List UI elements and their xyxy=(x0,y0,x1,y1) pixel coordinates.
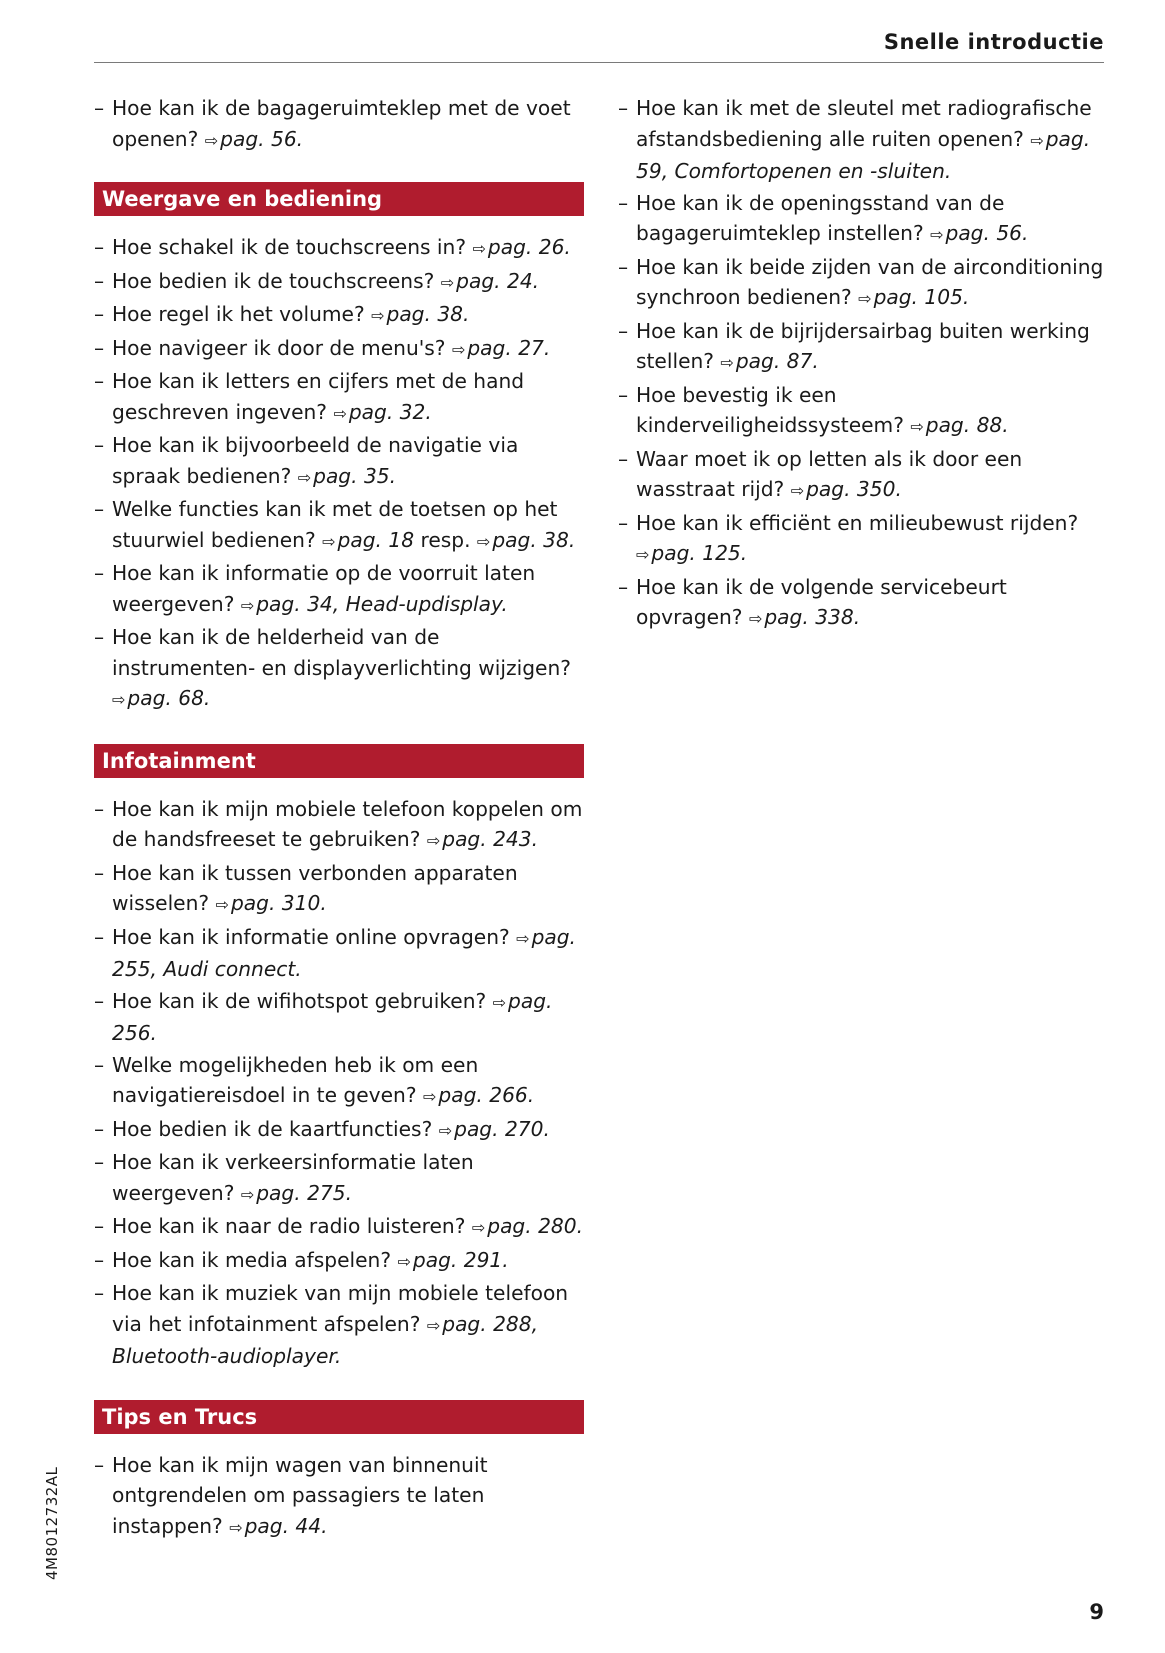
header-title: Snelle introductie xyxy=(883,30,1104,54)
list-item xyxy=(618,380,1104,443)
page-reference-link[interactable]: pag. 270. xyxy=(454,1116,550,1141)
question-text: Hoe navigeer ik door de menu's? xyxy=(112,335,446,360)
question-text: Hoe kan ik met de sleutel met radiografische afstandsbediening alle ruiten openen? xyxy=(636,96,1092,151)
page-reference-link[interactable]: pag. 35. xyxy=(313,463,397,488)
reference-arrow-icon: ⇨ xyxy=(858,289,872,308)
list-item xyxy=(94,922,584,985)
list-item xyxy=(618,316,1104,379)
list-item xyxy=(618,508,1104,571)
question-text: Hoe kan ik efficiënt en milieubewust rijden? xyxy=(636,510,1079,535)
section-block xyxy=(94,1400,584,1544)
reference-arrow-icon: ⇨ xyxy=(476,531,491,551)
question-text: Hoe regel ik het volume? xyxy=(112,302,365,326)
page-reference-link[interactable]: pag. 256. xyxy=(112,988,553,1045)
dash-bullet: – xyxy=(94,1247,105,1272)
list-item xyxy=(618,252,1104,315)
list-item xyxy=(94,430,584,493)
question-text: Hoe kan ik beide zijden van de airconditioning synchroon bedienen? xyxy=(636,254,1104,309)
list-item xyxy=(94,333,584,366)
reference-arrow-icon: ⇨ xyxy=(440,272,455,292)
section-heading: Weergave en bediening xyxy=(94,182,584,216)
reference-arrow-icon: ⇨ xyxy=(322,531,336,551)
page-reference-link[interactable]: pag. 27. xyxy=(467,335,551,360)
question-text: Hoe schakel ik de touchscreens in? xyxy=(112,235,467,259)
page-reference-link[interactable]: pag. 275. xyxy=(256,1180,353,1205)
list-item xyxy=(94,266,584,299)
page-reference-link[interactable]: pag. 105. xyxy=(873,285,970,309)
question-text: Hoe bevestig ik een kinderveiligheidssysteem? xyxy=(636,382,904,437)
dash-bullet: – xyxy=(618,446,629,471)
section-block xyxy=(94,182,584,716)
section-block xyxy=(94,744,584,1372)
dash-bullet: – xyxy=(618,96,629,120)
document-code: 4M8012732AL xyxy=(43,1466,61,1580)
reference-arrow-icon: ⇨ xyxy=(240,1184,255,1204)
question-text: Hoe kan ik bijvoorbeeld de navigatie via spraak bedienen? xyxy=(112,433,519,488)
page-reference-link[interactable]: pag. 338. xyxy=(764,605,861,629)
dash-bullet: – xyxy=(94,369,105,393)
list-item xyxy=(94,558,584,621)
reference-arrow-icon: ⇨ xyxy=(471,1218,486,1237)
intro-list xyxy=(94,93,584,156)
list-item xyxy=(618,572,1104,635)
page-number: 9 xyxy=(1089,1600,1104,1624)
question-text: Hoe kan ik mijn wagen van binnenuit ontgrendelen om passagiers te laten instappen? xyxy=(112,1452,488,1538)
section-heading: Tips en Trucs xyxy=(94,1400,584,1434)
dash-bullet: – xyxy=(94,335,105,360)
ref-joiner: resp. xyxy=(414,527,477,552)
page-reference-link[interactable]: pag. 350. xyxy=(806,477,902,501)
dash-bullet: – xyxy=(618,190,629,215)
page-reference-link[interactable]: pag. 18 xyxy=(337,527,415,552)
page-reference-link[interactable]: pag. 59, Comfortopenen en -sluiten. xyxy=(636,126,1091,183)
list-item xyxy=(94,299,584,332)
reference-arrow-icon: ⇨ xyxy=(297,467,312,487)
list-item xyxy=(94,1050,584,1113)
question-text: Hoe kan ik de bijrijdersairbag buiten werking stellen? xyxy=(636,318,1090,373)
page-reference-link[interactable]: pag. 280. xyxy=(487,1214,584,1238)
page-reference-link[interactable]: pag. 288, Bluetooth-audioplayer. xyxy=(112,1311,539,1368)
section-question-list xyxy=(94,794,584,1372)
page-reference-link[interactable]: pag. 56. xyxy=(945,221,1029,245)
list-item xyxy=(94,1450,584,1544)
list-item xyxy=(618,188,1104,251)
reference-arrow-icon: ⇨ xyxy=(333,403,347,423)
dash-bullet: – xyxy=(618,574,629,599)
reference-arrow-icon: ⇨ xyxy=(1030,130,1044,150)
right-column xyxy=(618,93,1104,636)
list-item xyxy=(94,1114,584,1147)
page-reference-link[interactable]: pag. 24. xyxy=(456,268,540,293)
dash-bullet: – xyxy=(94,1116,105,1141)
list-item xyxy=(618,93,1104,187)
intro-block xyxy=(94,93,584,156)
question-text: Hoe kan ik de bagageruimteklep met de voet openen? xyxy=(112,96,571,151)
dash-bullet: – xyxy=(94,1452,105,1477)
page-header xyxy=(94,30,1104,63)
page-reference-link[interactable]: pag. 38. xyxy=(386,302,470,326)
question-text: Welke functies kan ik met de toetsen op het stuurwiel bedienen? xyxy=(112,497,558,552)
reference-arrow-icon: ⇨ xyxy=(426,1315,441,1335)
reference-arrow-icon: ⇨ xyxy=(426,831,441,850)
dash-bullet: – xyxy=(94,433,105,457)
reference-arrow-icon: ⇨ xyxy=(112,690,126,709)
reference-arrow-icon: ⇨ xyxy=(204,130,219,150)
list-item xyxy=(94,1147,584,1210)
dash-bullet: – xyxy=(94,625,105,649)
question-text: Hoe kan ik de wifihotspot gebruiken? xyxy=(112,988,487,1013)
question-text: Hoe kan ik informatie op de voorruit laten weergeven? xyxy=(112,561,536,616)
dash-bullet: – xyxy=(94,497,105,521)
list-item xyxy=(94,93,584,156)
dash-bullet: – xyxy=(94,1052,105,1077)
page-reference-link[interactable]: pag. 87. xyxy=(735,349,819,373)
question-text: Hoe kan ik letters en cijfers met de hand geschreven ingeven? xyxy=(112,369,525,424)
left-column xyxy=(94,93,584,1571)
question-text: Hoe kan ik tussen verbonden apparaten wisselen? xyxy=(112,860,518,915)
question-text: Waar moet ik op letten als ik door een wasstraat rijd? xyxy=(636,446,1023,501)
dash-bullet: – xyxy=(94,268,105,293)
reference-arrow-icon: ⇨ xyxy=(371,306,385,325)
reference-arrow-icon: ⇨ xyxy=(748,609,763,628)
reference-arrow-icon: ⇨ xyxy=(492,992,507,1012)
page-reference-link[interactable]: pag. 44. xyxy=(244,1513,328,1538)
list-item xyxy=(94,1245,584,1278)
section-heading: Infotainment xyxy=(94,744,584,778)
question-text: Hoe kan ik media afspelen? xyxy=(112,1247,392,1272)
page-reference-link[interactable]: pag. 38. xyxy=(492,527,576,552)
question-text: Hoe bedien ik de kaartfuncties? xyxy=(112,1116,433,1141)
reference-arrow-icon: ⇨ xyxy=(930,225,944,244)
list-item xyxy=(94,858,584,921)
page-reference-link[interactable]: pag. 255, Audi connect. xyxy=(112,924,576,981)
list-item xyxy=(94,1278,584,1372)
section-question-list xyxy=(94,232,584,716)
reference-arrow-icon: ⇨ xyxy=(636,545,650,564)
list-item xyxy=(94,1211,584,1244)
dash-bullet: – xyxy=(94,1281,105,1305)
question-text: Hoe kan ik muziek van mijn mobiele telefoon via het infotainment afspelen? xyxy=(112,1281,569,1336)
page-reference-link[interactable]: pag. 88. xyxy=(925,413,1009,437)
section-question-list xyxy=(94,1450,584,1544)
page-reference-link[interactable]: pag. 291. xyxy=(412,1247,509,1272)
reference-arrow-icon: ⇨ xyxy=(240,595,255,615)
page-reference-link[interactable]: pag. 243. xyxy=(442,827,539,851)
dash-bullet: – xyxy=(618,510,629,535)
list-item xyxy=(94,366,584,429)
page-reference-link[interactable]: pag. 34, Head-updisplay. xyxy=(256,591,508,616)
page-reference-link[interactable]: pag. 68. xyxy=(127,686,211,710)
page-reference-link[interactable]: pag. 310. xyxy=(230,891,327,915)
list-item xyxy=(94,794,584,857)
reference-arrow-icon: ⇨ xyxy=(910,417,924,436)
page-reference-link[interactable]: pag. 266. xyxy=(438,1083,535,1107)
dash-bullet: – xyxy=(94,1214,105,1238)
question-text: Hoe kan ik informatie online opvragen? xyxy=(112,924,510,949)
question-text: Hoe bedien ik de touchscreens? xyxy=(112,268,435,293)
list-item xyxy=(94,622,584,716)
dash-bullet: – xyxy=(618,318,629,343)
page-reference-link[interactable]: pag. 32. xyxy=(348,399,432,424)
dash-bullet: – xyxy=(618,382,629,407)
page-reference-link[interactable]: pag. 26. xyxy=(487,235,571,259)
dash-bullet: – xyxy=(94,988,105,1013)
dash-bullet: – xyxy=(94,860,105,885)
reference-arrow-icon: ⇨ xyxy=(451,339,466,359)
question-text: Hoe kan ik verkeersinformatie laten weergeven? xyxy=(112,1150,474,1205)
reference-arrow-icon: ⇨ xyxy=(790,481,805,500)
reference-arrow-icon: ⇨ xyxy=(422,1087,437,1106)
reference-arrow-icon: ⇨ xyxy=(516,928,530,948)
question-text: Hoe kan ik de volgende servicebeurt opvragen? xyxy=(636,574,1007,629)
page-reference-link[interactable]: pag. 56. xyxy=(220,126,304,151)
dash-bullet: – xyxy=(94,924,105,949)
reference-arrow-icon: ⇨ xyxy=(229,1517,243,1537)
dash-bullet: – xyxy=(94,1150,105,1174)
sections-container xyxy=(94,182,584,1543)
question-text: Hoe kan ik de openingsstand van de bagageruimteklep instellen? xyxy=(636,190,1005,245)
question-text: Hoe kan ik mijn mobiele telefoon koppelen om de handsfreeset te gebruiken? xyxy=(112,796,583,851)
dash-bullet: – xyxy=(94,796,105,821)
reference-arrow-icon: ⇨ xyxy=(720,353,734,372)
reference-arrow-icon: ⇨ xyxy=(215,895,229,914)
reference-arrow-icon: ⇨ xyxy=(472,239,486,258)
list-item xyxy=(94,494,584,557)
dash-bullet: – xyxy=(618,254,629,279)
question-text: Welke mogelijkheden heb ik om een navigatiereisdoel in te geven? xyxy=(112,1052,479,1107)
question-text: Hoe kan ik naar de radio luisteren? xyxy=(112,1214,466,1238)
dash-bullet: – xyxy=(94,235,105,259)
list-item xyxy=(94,232,584,265)
dash-bullet: – xyxy=(94,302,105,326)
list-item xyxy=(618,444,1104,507)
right-question-list xyxy=(618,93,1104,635)
page-reference-link[interactable]: pag. 125. xyxy=(651,541,748,565)
dash-bullet: – xyxy=(94,96,105,120)
dash-bullet: – xyxy=(94,561,105,585)
reference-arrow-icon: ⇨ xyxy=(438,1120,453,1140)
list-item xyxy=(94,986,584,1049)
question-text: Hoe kan ik de helderheid van de instrumenten- en displayverlichting wijzigen? xyxy=(112,625,571,680)
reference-arrow-icon: ⇨ xyxy=(397,1251,411,1271)
